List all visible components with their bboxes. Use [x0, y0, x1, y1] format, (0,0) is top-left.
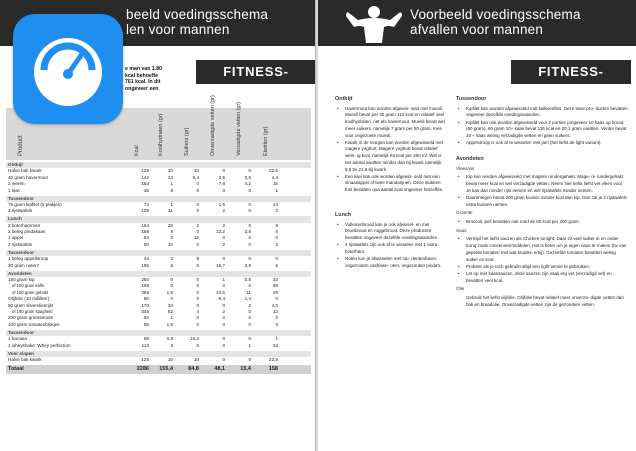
table-cell: 125 [141, 168, 149, 174]
total-cell: 48,1 [214, 365, 225, 372]
table-cell: 0 [222, 336, 225, 342]
table-cell: 34 [167, 302, 173, 308]
table-cell: 38 [272, 283, 278, 289]
tip-item: • Kip kan worden afgewisseld met magere rundergehakt. Mage- re rundergehakt bevat meer kcal en wel verzadigde vetten. Neem hier liefst liefst vet vlees voor. Je kan dan minder rijst nemen en wel rijstwafels minder nemen. [456, 174, 628, 194]
section-title-avondeten: Avondeten [456, 155, 484, 162]
column-header-kcal: Kcal [134, 145, 140, 156]
bodybuilder-icon [344, 3, 404, 45]
table-cell: 0 [196, 277, 199, 283]
table-cell: 0 [222, 315, 225, 321]
table-total-row [6, 365, 311, 374]
table-cell: 1,4 [244, 296, 251, 302]
table-cell: 5 [170, 262, 173, 268]
column-header-product: Product [18, 135, 24, 156]
tip-item: • Appelstroop is ook af te wisselen met jam (het liefst de light variant). [456, 140, 628, 147]
table-cell: 11 [246, 289, 251, 295]
total-label: Totaal [8, 365, 24, 372]
right-page-title [410, 7, 581, 37]
product-name: 2 rijstwafels [8, 208, 32, 214]
table-cell: 1,5 [166, 321, 173, 327]
table-cell: 14 [272, 201, 278, 207]
total-cell: 158 [268, 365, 278, 372]
right-title-line-2: afvallen voor mannen [410, 22, 544, 37]
table-cell: 0 [275, 321, 278, 327]
table-cell: 0 [248, 336, 251, 342]
product-name: 1 beleg appelstroop [8, 256, 49, 262]
table-cell: 0 [222, 302, 225, 308]
table-cell: 5 [170, 229, 173, 235]
section-title-lunch: Lunch [335, 211, 352, 218]
fitness-tips-logo: FITNESS-TIPS.NL [511, 60, 631, 84]
table-cell: 10,5 [216, 289, 225, 295]
left-title-line-1: beeld voedingsschema [126, 7, 269, 22]
table-cell: 88 [143, 336, 149, 342]
product-name: 40 gram havermout [8, 174, 48, 180]
table-cell: 1 [275, 336, 278, 342]
table-cell: 2,9 [244, 262, 251, 268]
table-cell: 2,8 [244, 229, 251, 235]
product-name: 100 gram tomatenblokjes [8, 321, 60, 327]
table-cell: 0 [248, 283, 251, 289]
table-cell: 1 [222, 277, 225, 283]
table-cell: 73 [143, 201, 149, 207]
table-cell: 142 [141, 174, 149, 180]
table-cell: 13 [272, 308, 278, 314]
table-cell: 24 [167, 174, 173, 180]
table-cell: 0 [248, 208, 251, 214]
table-cell: 1 [170, 315, 173, 321]
subsection-title-saus: Saus [456, 227, 467, 233]
table-cell: 0 [196, 181, 199, 187]
table-cell: 0 [196, 321, 199, 327]
table-cell: 10 [167, 356, 173, 362]
table-cell: 28 [167, 222, 173, 228]
table-cell: 0 [222, 356, 225, 362]
table-cell: 164 [141, 181, 149, 187]
table-cell: 10 [167, 241, 173, 247]
product-name: 1 kiwi [8, 187, 20, 193]
table-cell: 3 [170, 342, 173, 348]
table-cell: 15,2 [190, 336, 199, 342]
table-cell: 0 [196, 296, 199, 302]
table-cell: 250 [141, 277, 149, 283]
table-cell: 8 [196, 256, 199, 262]
product-name: Halve bak kwark [8, 356, 42, 362]
table-cell: 0 [196, 208, 199, 214]
table-cell: 38 [143, 187, 149, 193]
table-cell: 0 [248, 256, 251, 262]
table-cell: 0 [248, 356, 251, 362]
table-cell: 80 [143, 296, 149, 302]
tip-item: • Kipfilet kan ook worden afgewisseld voor 2 porties (ongeveer 10 kaas op brood (60 gram). 60 gram 10+ kaas bevat 116 kcal en 20,1 gram eiwitten. Verder bevat 10 + kaas weinig verzadigde vetten en geen suikers. [456, 120, 628, 140]
table-cell: 12 [193, 235, 199, 241]
table-cell: 0 [248, 235, 251, 241]
table-cell: 2 [222, 308, 225, 314]
subsection-title-vlees: Vlees/vis [456, 165, 475, 171]
product-name: 2 eieren [8, 181, 25, 187]
table-cell: 0 [170, 277, 173, 283]
total-cell: 84,8 [188, 365, 199, 372]
section-name: Avondeten [8, 270, 32, 276]
column-header-unsaturated-fat: Onverzadigde vetten (gr) [210, 95, 216, 156]
table-cell: 369 [141, 289, 149, 295]
table-cell: 4,4 [271, 174, 278, 180]
table-cell: 8 [170, 187, 173, 193]
table-cell: 1 [275, 187, 278, 193]
product-name: Olijfolie (10 milliliter) [8, 296, 50, 302]
table-cell: 0,4 [192, 174, 199, 180]
table-cell: 12,2 [216, 229, 225, 235]
table-cell: 0 [222, 283, 225, 289]
table-cell: 185 [141, 262, 149, 268]
table-cell: 0 [196, 289, 199, 295]
total-cell: 155,4 [159, 365, 173, 372]
table-cell: 6 [196, 187, 199, 193]
table-cell: 170 [141, 302, 149, 308]
table-cell: 0 [196, 315, 199, 321]
tip-item: • 4 rijstwafels zijn ook af te wisselen met 1 extra boterham. [335, 242, 447, 255]
table-cell: 0 [248, 241, 251, 247]
table-cell: 0 [222, 187, 225, 193]
table-cell: 6 [275, 229, 278, 235]
product-name: 50 gram zilvervliesrijst [8, 302, 54, 308]
table-cell: 0 [196, 283, 199, 289]
table-cell: 0 [275, 296, 278, 302]
table-cell: 7,8 [218, 181, 225, 187]
product-name: 30 gram noten* [8, 262, 40, 268]
tip-item: • Daarentegen bevat 200 gram kooivis minder kcal dan kip. Dan zal je 2 rijstwafels extra kunnen nemen. [456, 195, 628, 208]
table-cell: 4,2 [244, 181, 251, 187]
table-cell: 62 [167, 308, 173, 314]
section-title-tussendoor: Tussendoor [456, 96, 487, 102]
table-cell: 54 [143, 235, 149, 241]
table-cell: 0,6 [244, 174, 251, 180]
table-cell: 109 [141, 208, 149, 214]
scale-gauge-icon [13, 14, 123, 124]
table-cell: 6 [275, 262, 278, 268]
table-cell: 125 [141, 356, 149, 362]
table-cell: 0 [248, 315, 251, 321]
tip-item: • Probeer als je toch gebruikt altijd een light versie te gebruiken. [456, 264, 628, 271]
table-cell: 1 [170, 201, 173, 207]
product-name: 1 wheyshake: Whey perfection [8, 342, 71, 348]
table-cell: 0 [248, 308, 251, 314]
product-name: of 190 gram spaghetti [12, 308, 53, 314]
tip-item: • Kipfilet kan worden afgewisseld met kalkoenfilet. Deze twee pro- ducten bevatten ongeveer dezelfde voedingswaarden. [456, 106, 628, 119]
table-cell: 168 [141, 229, 149, 235]
table-cell: 2 [170, 256, 173, 262]
fitness-tips-logo: FITNESS-TIPS.NL [196, 60, 316, 84]
section-name: Ontbijt [8, 162, 23, 167]
table-cell: 2 [196, 222, 199, 228]
section-name: Tussendoor [8, 195, 34, 201]
table-cell: 0 [275, 315, 278, 321]
tip-item: • Vermijd het liefst sauzen als Chicken tonight. Daar zit veel suiker in en onder tronq zoals conserveermiddelen. Het is beter om je eigen saus te maken (bv van gepelde tomaten met wat kruiden erbij). Gezeefde tomaten bevatten weinig suiker en kcal. [456, 236, 628, 263]
table-cell: 196 [141, 283, 149, 289]
tips-column-2 [456, 96, 628, 317]
table-cell: 0 [196, 302, 199, 308]
table-cell: 0 [248, 321, 251, 327]
left-title-line-2: len voor mannen [126, 22, 230, 37]
product-name: 1 banaan [8, 336, 28, 342]
intro-line: 761 kcal. In dit [125, 79, 161, 86]
table-cell: 2 [222, 222, 225, 228]
table-cell: 164 [141, 222, 149, 228]
table-cell: 2 [275, 241, 278, 247]
table-cell: 10 [167, 168, 173, 174]
product-name: 1 appel [8, 235, 24, 241]
table-cell: 2 [222, 208, 225, 214]
section-name: Tussendoor [8, 249, 34, 255]
table-cell: 0 [196, 201, 199, 207]
section-title-ontbijt: Ontbijt [335, 96, 353, 102]
table-cell: 0 [248, 201, 251, 207]
section-name: Voor slapen [8, 350, 34, 356]
table-cell: 4,0 [271, 302, 278, 308]
total-cell: 2286 [136, 365, 149, 372]
table-cell: 1,5 [166, 289, 173, 295]
table-cell: 2 [222, 241, 225, 247]
table-cell: 0 [248, 168, 251, 174]
table-cell: 0 [170, 235, 173, 241]
table-cell: 10 [193, 168, 199, 174]
intro-line: kcal behoefte [125, 72, 159, 79]
nutrition-table [6, 162, 311, 374]
table-cell: 50 [143, 241, 149, 247]
tip-item: • Een kiwi kan ook worden afgewis- seld met een sinaasappel of twee mandarijnen. Deze stukken fruit bevatten qua aantal kcal ongeveer hetzelfde. [335, 174, 447, 194]
table-cell: 42 [143, 256, 149, 262]
column-header-saturated-fat: Verzadigde vetten (gr) [236, 101, 242, 156]
column-header-protein: Eiwitten (gr) [263, 126, 269, 156]
tip-item: • Kwark in de morgen kan worden afgewisseld met magere yoghurt. Magere yoghurt bevat relatief wein- ig kcal, namelijk 63 kcal per 250 ml. Wel is het aantal eiwitten minder dan bij kwark namelijk 8,5 t/v 21,5 bij kwark. [335, 140, 447, 174]
table-cell: 22,5 [269, 168, 278, 174]
intro-line: e man van 1.80 [125, 66, 162, 72]
table-cell: 0 [275, 256, 278, 262]
table-cell: 113 [141, 342, 149, 348]
total-cell: 15,4 [240, 365, 251, 372]
table-cell: 16,7 [216, 262, 225, 268]
table-cell: 0 [248, 187, 251, 193]
table-cell: 0 [170, 296, 173, 302]
left-page [0, 0, 316, 451]
table-cell: 4 [196, 308, 199, 314]
table-cell: 0 [222, 256, 225, 262]
tip-item: • Noten kun je afwisselen met stu- dentenhaver, ongezouten cashewn- oten, ongezouten pinda's. [335, 256, 447, 269]
section-name: Tussendoor [8, 329, 34, 335]
table-cell: 0 [170, 283, 173, 289]
table-cell: 23 [272, 342, 278, 348]
product-name: 2 rijstwafels [8, 241, 32, 247]
table-cell: 22,5 [269, 356, 278, 362]
table-cell: 15 [272, 181, 278, 187]
product-name: 2 boterhammen [8, 222, 41, 228]
column-header-sugars: Suikers (gr) [184, 127, 190, 156]
table-cell: 56 [143, 321, 149, 327]
tips-column-1 [335, 96, 447, 278]
table-cell: 2,5 [218, 174, 225, 180]
table-cell: 2 [248, 302, 251, 308]
table-cell: 0 [275, 235, 278, 241]
section-name: Lunch [8, 216, 22, 222]
table-cell: 29 [272, 289, 278, 295]
product-name: Halve bak kwark [8, 168, 42, 174]
left-page-title [126, 7, 268, 37]
table-cell: 0 [196, 241, 199, 247]
product-name: 150 gram kip [8, 277, 35, 283]
product-name: of 150 gram gehakt [12, 289, 49, 295]
table-cell: 10 [193, 356, 199, 362]
table-cell: 1,5 [218, 201, 225, 207]
subsection-title-groente: Groente [456, 210, 473, 216]
table-cell: 32 [272, 277, 278, 283]
table-cell: 0,8 [166, 336, 173, 342]
product-name: 75 gram kipfilet (5 plakjes) [8, 201, 62, 207]
right-page [318, 0, 636, 451]
table-cell: 1 [170, 181, 173, 187]
table-cell: 0 [222, 235, 225, 241]
intro-text [125, 66, 195, 92]
product-name: 200 gram groenteonts [8, 315, 53, 321]
table-cell: 8,4 [218, 296, 225, 302]
table-cell: 8 [275, 222, 278, 228]
table-cell: 0 [196, 229, 199, 235]
table-cell: 11 [168, 208, 173, 214]
table-cell: 62 [143, 315, 149, 321]
tip-item: • Volkorenbrood kan je ook afwissel- en met bruinbrood en roggebrood. Deze producten bevatten ongeveer dezelfde voedingswaarden. [335, 222, 447, 242]
right-page-header [318, 0, 636, 46]
table-cell: 0 [222, 321, 225, 327]
product-name: of 150 gram kalfs [12, 283, 45, 289]
column-header-carbs: Koolhydraten (gr) [158, 113, 164, 156]
olie-note: Gebruik het liefst olijfolie. Olijfolie bevat relatief meer onverza- digde vetten dan bak en braadolie. Onverzadigde vetten zijn de gezondere vetten. [466, 295, 624, 307]
intro-line: ongeveer een [125, 85, 159, 92]
table-cell: 0 [196, 342, 199, 348]
tip-item: • Broccoli, peil bevatten ook rond de 60 kcal per 200 gram. [456, 219, 628, 226]
subsection-title-olie: Olie [456, 286, 465, 292]
table-cell: 2 [275, 208, 278, 214]
tip-item: • Let op met kaassauzen, deze sauzen zijn vaak erg vet (verzadigd vet) en bevatten veel kcal. [456, 271, 628, 284]
product-name: 2 beleg pindakaas [8, 229, 46, 235]
table-cell: 0 [196, 262, 199, 268]
tip-item: • Havermout kan worden afgewis- seld met muesli. Muesli bevat per 30 gram 110 kcal en relatief veel koolhydraten, net als havermout. Muesli bevat wel meer suikers, namelijk 7 gram per 50 gram. Kies voor ongezoete muesli. [335, 106, 447, 140]
table-cell: 0,5 [244, 277, 251, 283]
table-cell: 0 [222, 168, 225, 174]
table-cell: 345 [141, 308, 149, 314]
table-cell: 0 [248, 222, 251, 228]
table-cell: 1 [248, 342, 251, 348]
table-cell: 0 [222, 342, 225, 348]
right-title-line-1: Voorbeeld voedingsschema [410, 7, 581, 22]
